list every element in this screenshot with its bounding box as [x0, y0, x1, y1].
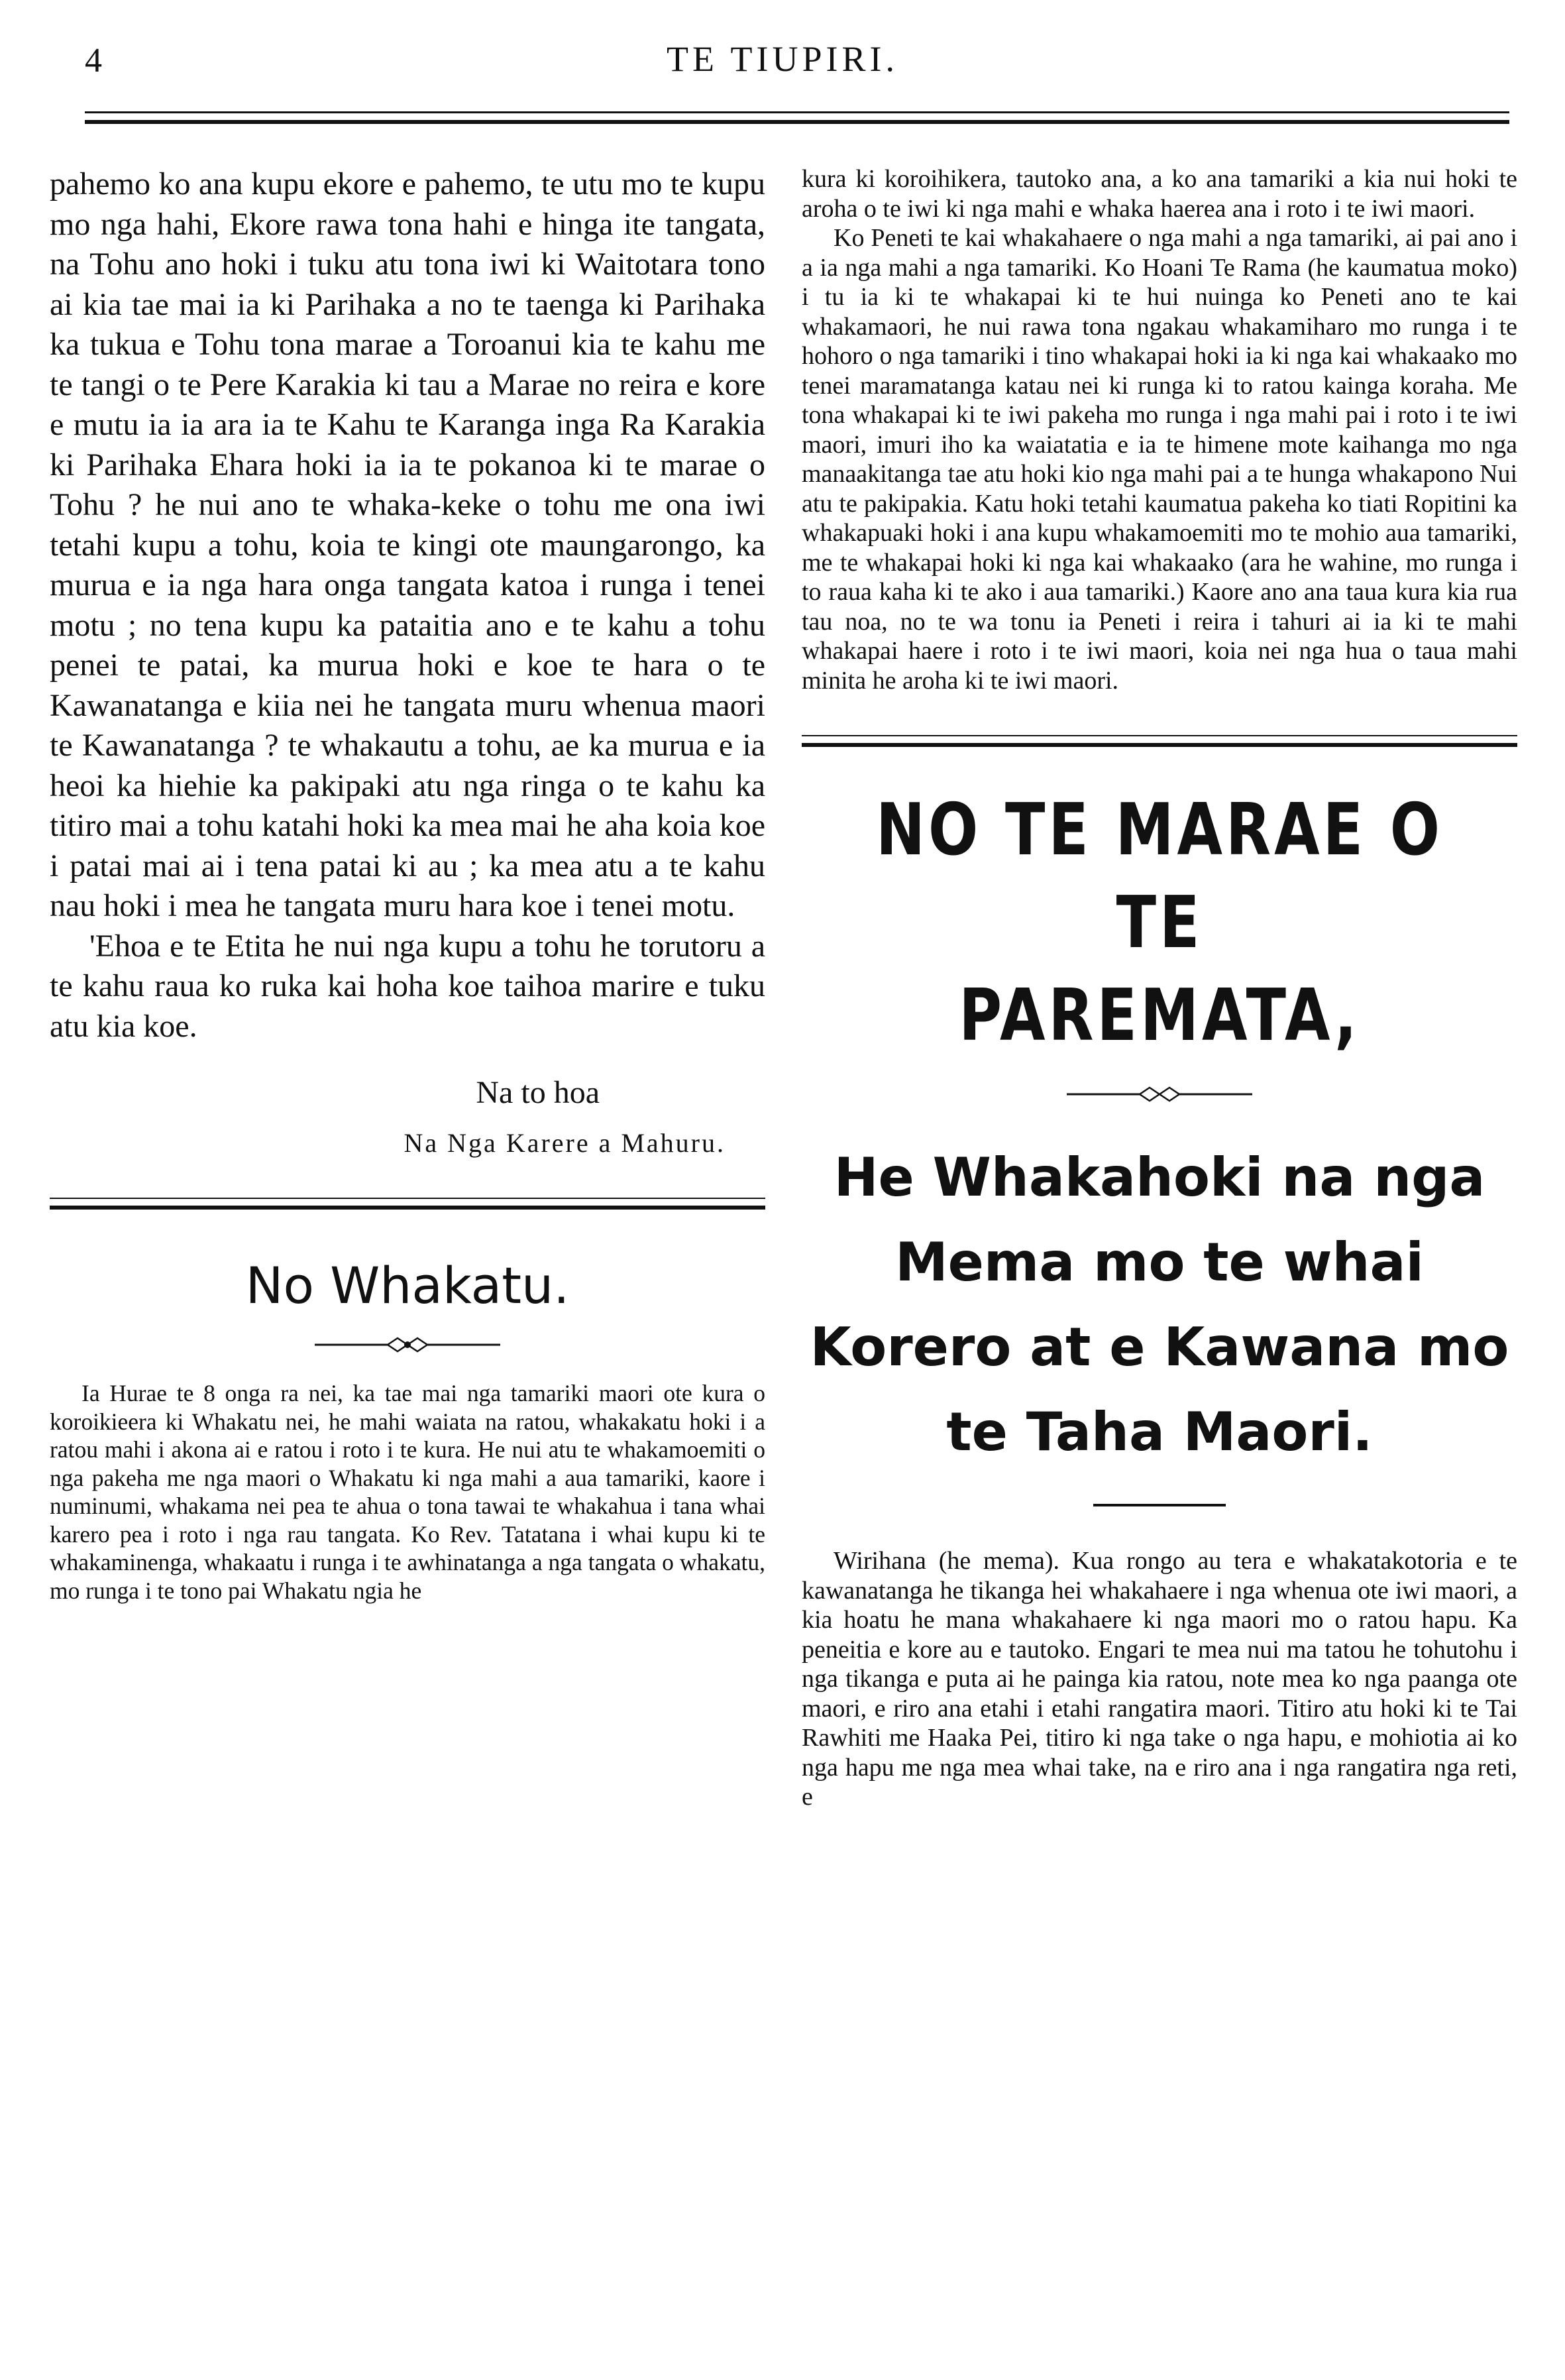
running-head-title: TE TIUPIRI.	[667, 39, 898, 79]
parliament-heading	[866, 784, 1453, 1062]
subheading-line: He Whakahoki na nga	[834, 1147, 1485, 1208]
signoff-salutation: Na to hoa	[476, 1075, 600, 1110]
left-column	[50, 164, 765, 1605]
continued-paragraph: Ko Peneti te kai whakahaere o nga mahi a nga tamariki, ai pai ano i a ia nga mahi a nga tamariki. Ko Hoani Te Rama (he kaumatua moko) i tu ia ki te whakapai ki te hui nuinga ko Peneti ano te kai whakamaori, he nui rawa tona ngakau whakamiharo mo runga i te hohoro o nga tamariki i tino whakapai hoki ia ki nga kai whakaako mo tenei maramatanga katau nei ki runga ki to ratou kainga koraha. Me tona whakapai ki te iwi pakeha mo runga i nga mahi pai i roto i te iwi maori, imuri iho ka waiatatia e ia te himene mote kaihanga mo nga manaakitanga tae atu hoki kio nga mahi pai a te hunga whakapono Nui atu te pakipakia. Katu hoki tetahi kaumatua pakeha ko tiati Ropitini ka whakapuaki hoki i ana kupu whakamoemiti mo te mohio aua tamariki, me te whakapai hoki ki nga kai whakaako (ara he wahine, mo runga i to raua kaha ki te ako i aua tamariki.) Kaore ano ana taua kura kia rua tau noa, no te wa tonu ia Peneti i reira i tahuri ai ia ki te mahi whakapai haere i roto i te iwi maori, koia nei nga hua o taua mahi minita he aroha ki te iwi maori.	[802, 224, 1517, 695]
parliament-subheading	[802, 1135, 1517, 1475]
parliament-heading-line: NO TE MARAE O TE	[876, 789, 1443, 964]
subheading-line: Korero at e Kawana mo	[810, 1316, 1509, 1378]
signoff-author: Na Nga Karere a Mahuru.	[404, 1128, 726, 1158]
parliament-paragraph: Wirihana (he mema). Kua rongo au tera e whakatakotoria e te kawanatanga he tikanga hei whakahaere i nga whenua ote iwi maori, a kia hoatu he mana whakahaere ki nga maori mo o ratou hapu. Ka peneitia e kore au e tautoko. Engari te mea nui ma tatou he tohutohu i nga tikanga e puta ai he painga kia ratou, note mea ko nga paanga ote maori, e riro ana etahi i etahi rangatira maori. Titiro atu hoki ki te Tai Rawhiti me Haaka Pei, titiro ki nga take o nga hapu, e mohiotia ai ko nga hapu me nga mea whai take, na e riro ana i nga rangatira nga reti, e	[802, 1547, 1517, 1811]
section-divider-rule	[50, 1198, 765, 1210]
short-divider-rule	[1093, 1504, 1226, 1506]
header-rule	[85, 111, 1509, 124]
letter-paragraph: pahemo ko ana kupu ekore e pahemo, te utu mo te kupu mo nga hahi, Ekore rawa tona hahi e hinga ite tangata, na Tohu ano hoki i tuku atu tona iwi ki Waitotara tono ai kia tae mai ia ki Parihaka a no te taenga ki Parihaka ka tukua e Tohu tona marae a Toroanui kia te kahu me te tangi o te Pere Karakia ki tau a Marae no reira e kore e mutu ia ia ara ia te Kahu te Karanga inga Ra Karakia ki Parihaka Ehara hoki ia ia te pokanoa ki te marae o Tohu ? he nui ano te whaka-keke o tohu me ona iwi tetahi kupu a tohu, koia te kingi ote maungarongo, ka murua e ia nga hara onga tangata katoa i runga i tenei motu ; no tena kupu ka pataitia ano e te kahu a tohu penei te patai, ka murua hoki e koe te hara o te Kawanatanga e kiia nei he tangata muru whenua maori te Kawanatanga ? te whakautu a tohu, ae ka murua e ia heoi ka hiehie ka pakipaki atu nga ringa o te kahu ka titiro mai a tohu katahi hoki ka mea mai he aha koia koe i patai mai ai i tena patai ki au ; ka mea atu a te kahu nau hoki i mea he tangata muru hara koe i tenei motu.	[50, 166, 765, 923]
whakatu-body	[50, 1379, 765, 1605]
continued-body	[802, 164, 1517, 695]
whakatu-paragraph: Ia Hurae te 8 onga ra nei, ka tae mai nga tamariki maori ote kura o koroikieera ki Whakatu nei, he mahi waiata na ratou, whakakatu hoki i a ratou mahi i akona ai e ratou i roto i te kura. He nui atu te whakamoemiti o nga pakeha me nga maori o Whakatu ki nga mahi a aua tamariki, kaore i numinumi, whakama nei pea te ahua o tona tawai te whakahua i tana whai karero pea i roto i nga rau tangata. Ko Rev. Tatatana i whai kupu ki te whakaminenga, whakaatu i runga i te awhinatanga a nga tangata o whakatu, mo runga i te tono pai Whakatu ngia he	[50, 1380, 765, 1604]
letter-paragraph: 'Ehoa e te Etita he nui nga kupu a tohu he torutoru a te kahu raua ko ruka kai hoha koe taihoa marire e tuku atu kia koe.	[50, 928, 765, 1044]
parliament-body	[802, 1546, 1517, 1812]
letter-body	[50, 164, 765, 1047]
right-column	[802, 164, 1517, 1812]
ornament-flourish-icon	[802, 1082, 1517, 1109]
continued-paragraph: kura ki koroihikera, tautoko ana, a ko ana tamariki a kia nui hoki te aroha o te iwi ki nga mahi e whaka haerea ana i roto i te iwi maori.	[802, 165, 1517, 223]
subheading-line: Mema mo te whai	[895, 1231, 1424, 1293]
parliament-divider-rule	[802, 735, 1517, 747]
parliament-heading-line: PAREMATA,	[959, 974, 1360, 1057]
page-number: 4	[85, 42, 102, 80]
ornament-flourish-icon	[50, 1333, 765, 1359]
subheading-line: te Taha Maori.	[946, 1401, 1373, 1463]
section-title: No Whakatu.	[245, 1256, 570, 1315]
